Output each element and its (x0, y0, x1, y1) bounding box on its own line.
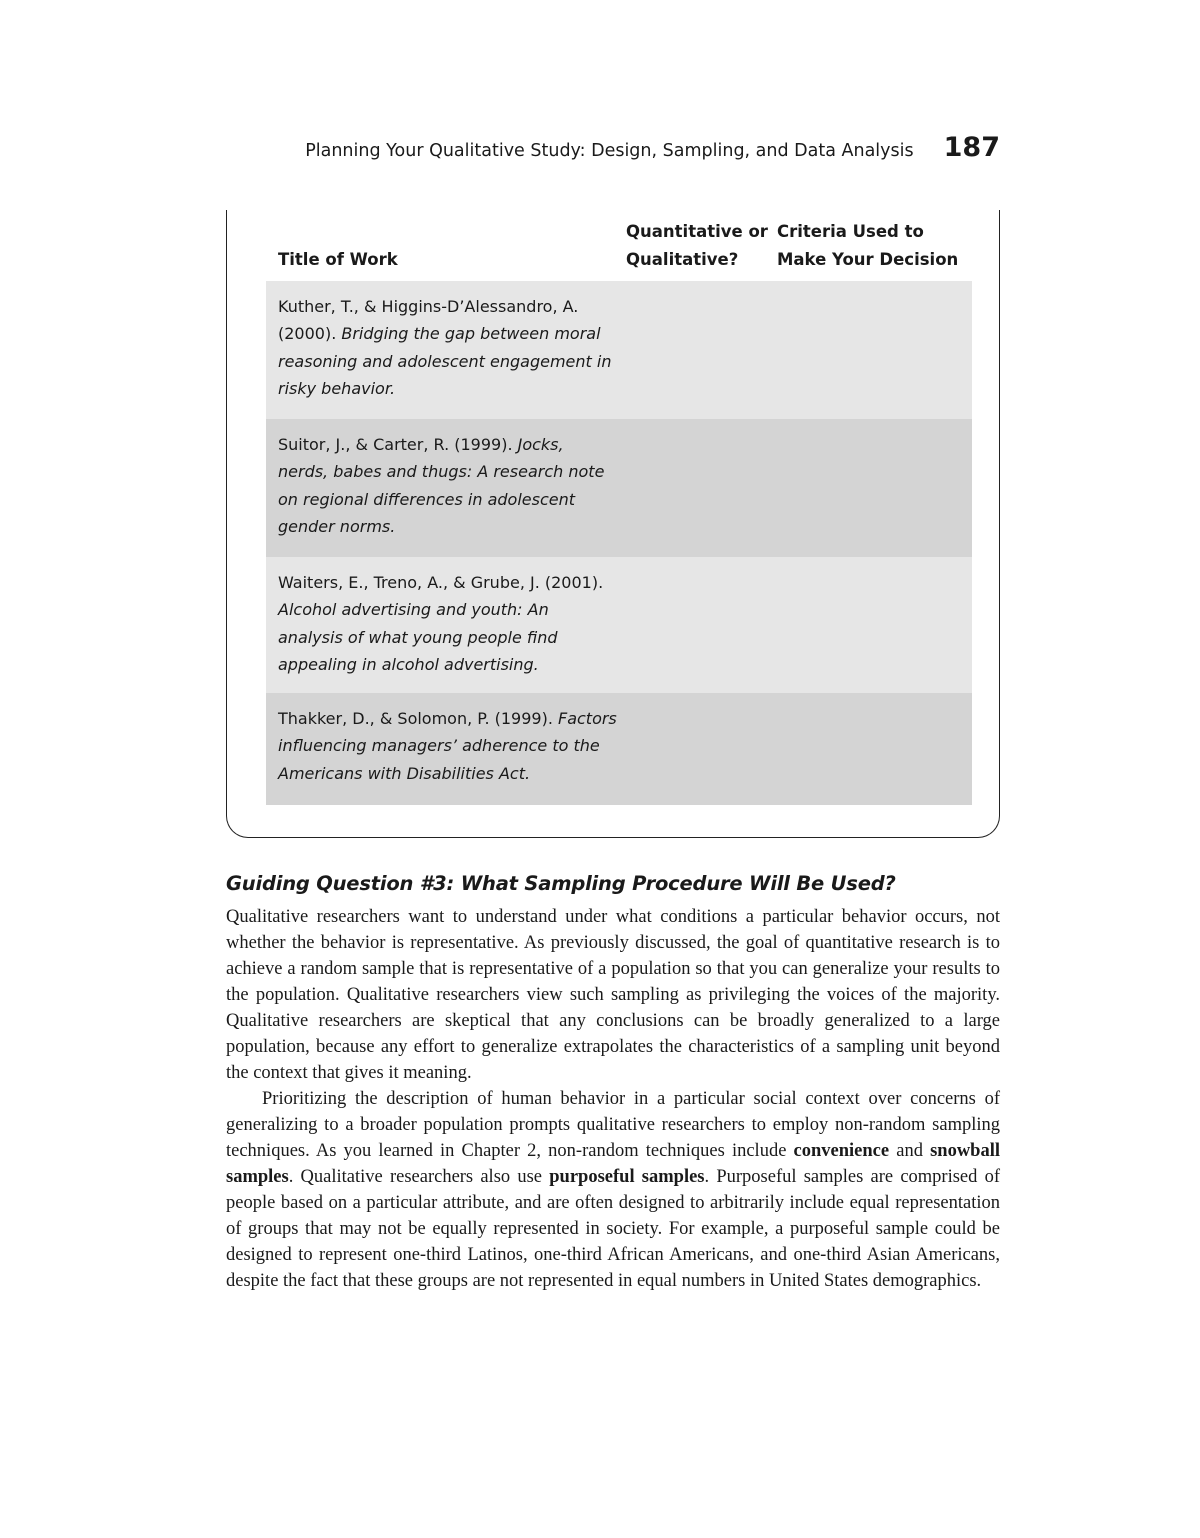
term-purposeful-samples: purposeful samples (549, 1167, 705, 1187)
term-snowball-samples: snowball samples (226, 1141, 1000, 1187)
citation-cell (278, 431, 618, 540)
paragraph-2: Prioritizing the description of human behavior in a particular social context over concerns of generalizing to a broader population prompts qualitative researchers to employ non-random sampling techniques. As you learned in Chapter 2, non-random techniques include convenience and snowball samples. Qualitative researchers also use purposeful samples. Purposeful samples are comprised of people based on a particular attribute, and are often designed to arbitrarily include equal representation of groups that may not be equally represented in society. For example, a purposeful sample could be designed to represent one-third Latinos, one-third African Americans, and one-third Asian Americans, despite the fact that these groups are not represented in equal numbers in United States demographics. (226, 1089, 1001, 1291)
body-text (226, 904, 1000, 1294)
running-header (226, 132, 1000, 163)
citation-cell (278, 569, 618, 678)
citation-cell (278, 705, 618, 787)
column-header-type: Quantitative or Qualitative? (626, 222, 768, 269)
table-row (266, 419, 972, 557)
page-number: 187 (943, 132, 1000, 163)
section-heading: Guiding Question #3: What Sampling Procedure Will Be Used? (226, 872, 896, 895)
citation-cell (278, 293, 618, 402)
citation-authors: Kuther, T., & Higgins-D’Alessandro, A. (2000). (278, 297, 579, 344)
running-title: Planning Your Qualitative Study: Design, Sampling, and Data Analysis (305, 141, 914, 161)
citation-title: Jocks, nerds, babes and thugs: A research note on regional differences in adolescent gender norms. (278, 435, 605, 536)
table-row (266, 693, 972, 805)
table-row (266, 281, 972, 419)
table-row (266, 557, 972, 693)
paragraph-1: Qualitative researchers want to understand under what conditions a particular behavior occurs, not whether the behavior is representative. As previously discussed, the goal of quantitative research is to achieve a random sample that is representative of a population so that you can generalize your results to the population. Qualitative researchers view such sampling as privileging the voices of the majority. Qualitative researchers are skeptical that any conclusions can be broadly generalized to a large population, because any effort to generalize extrapolates the characteristics of a sampling unit beyond the context that gives it meaning. (226, 907, 1000, 1083)
citation-title: Alcohol advertising and youth: An analysis of what young people find appealing in alcohol advertising. (278, 600, 558, 674)
citation-authors: Thakker, D., & Solomon, P. (1999). (278, 709, 558, 728)
citation-authors: Waiters, E., Treno, A., & Grube, J. (2001). (278, 573, 604, 592)
column-header-title: Title of Work (278, 250, 398, 269)
citation-authors: Suitor, J., & Carter, R. (1999). (278, 435, 518, 454)
term-convenience: convenience (793, 1141, 890, 1161)
citation-title: Factors influencing managers’ adherence to the Americans with Disabilities Act. (278, 709, 617, 783)
column-header-criteria: Criteria Used to Make Your Decision (777, 222, 959, 269)
table-header (266, 212, 972, 274)
citation-title: Bridging the gap between moral reasoning and adolescent engagement in risky behavior. (278, 324, 612, 398)
